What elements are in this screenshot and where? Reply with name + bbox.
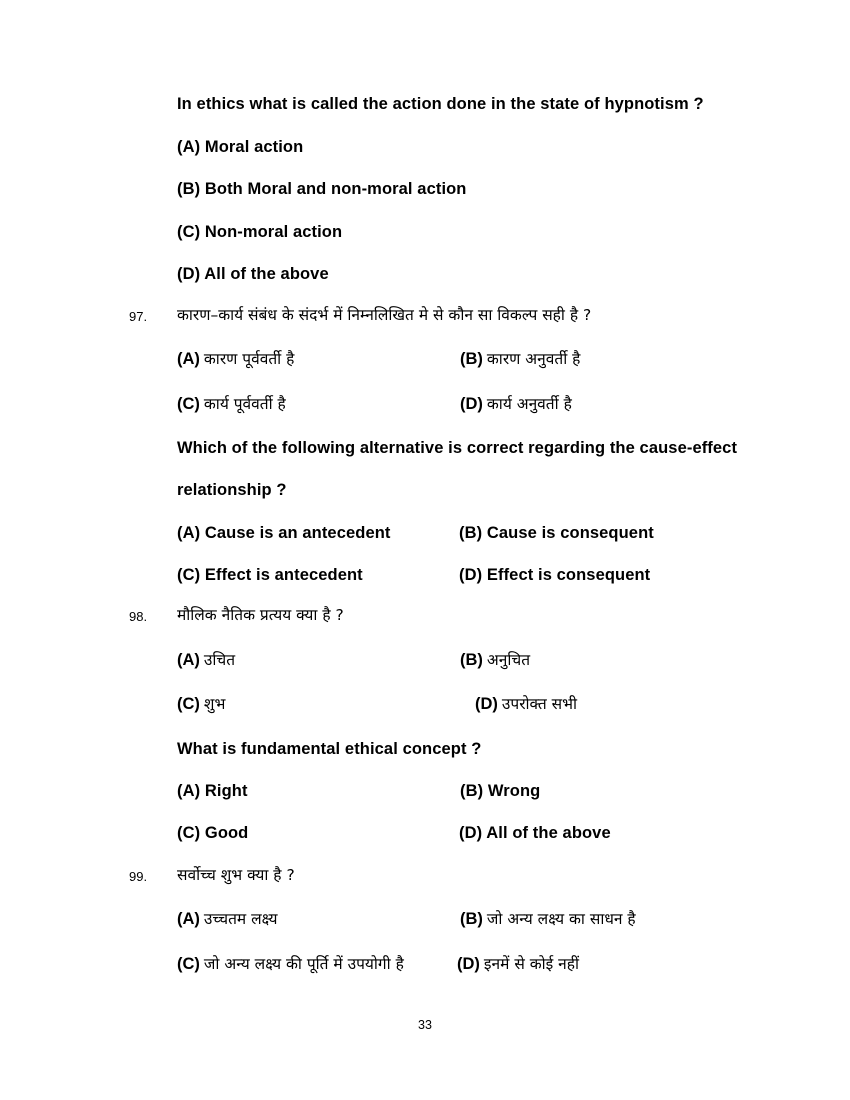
q97-question-hi: कारण–कार्य संबंध के संदर्भ में निम्नलिखित मे से कौन सा विकल्प सही है ? (177, 306, 592, 324)
option-label: (D) (475, 695, 498, 713)
q98-option-a-hi (177, 649, 235, 671)
q99-option-c-hi (177, 953, 404, 975)
option-label: (B) (460, 910, 483, 928)
option-label: (B) (460, 350, 483, 368)
q96-option-c-en: (C) Non-moral action (177, 223, 343, 241)
q98-option-a-en: (A) Right (177, 782, 248, 800)
q99-number: 99. (129, 869, 148, 884)
q98-option-b-hi (460, 649, 530, 671)
option-text: इनमें से कोई नहीं (483, 955, 580, 973)
q96-option-b-en: (B) Both Moral and non-moral action (177, 180, 467, 198)
q96-question-en: In ethics what is called the action done in the state of hypnotism ? (177, 95, 704, 113)
q96-option-d-en: (D) All of the above (177, 265, 329, 283)
q96-option-a-en: (A) Moral action (177, 138, 304, 156)
option-text: कारण अनुवर्ती है (486, 350, 581, 368)
q99-option-b-hi (460, 908, 636, 930)
q97-question-en-line1: Which of the following alternative is correct regarding the cause-effect (177, 439, 738, 457)
option-text: उचित (203, 651, 236, 669)
option-label: (B) (460, 651, 483, 669)
q98-option-c-en: (C) Good (177, 824, 249, 842)
q97-option-d-en: (D) Effect is consequent (459, 566, 651, 584)
option-label: (A) (177, 350, 200, 368)
q98-option-d-en: (D) All of the above (459, 824, 611, 842)
q97-number: 97. (129, 309, 148, 324)
q99-option-a-hi (177, 908, 278, 930)
q97-option-b-en: (B) Cause is consequent (459, 524, 654, 542)
option-text: उपरोक्त सभी (501, 695, 578, 713)
q99-option-d-hi (457, 953, 579, 975)
q97-question-en-line2: relationship ? (177, 481, 287, 499)
q98-option-b-en: (B) Wrong (460, 782, 541, 800)
q98-option-d-hi (475, 693, 577, 715)
q97-option-d-hi (460, 393, 572, 415)
option-text: शुभ (203, 695, 226, 713)
q99-question-hi: सर्वोच्च शुभ क्या है ? (177, 866, 295, 884)
q97-option-c-hi (177, 393, 286, 415)
option-label: (D) (457, 955, 480, 973)
option-label: (C) (177, 955, 200, 973)
option-text: कार्य पूर्ववर्ती है (203, 395, 286, 413)
option-text: उच्चतम लक्ष्य (203, 910, 278, 928)
option-text: अनुचित (486, 651, 531, 669)
q98-option-c-hi (177, 693, 225, 715)
q97-option-a-en: (A) Cause is an antecedent (177, 524, 391, 542)
option-text: कारण पूर्ववर्ती है (203, 350, 295, 368)
page-number: 33 (418, 1018, 432, 1032)
q97-option-b-hi (460, 348, 580, 370)
option-label: (C) (177, 395, 200, 413)
q98-question-hi: मौलिक नैतिक प्रत्यय क्या है ? (177, 606, 344, 624)
option-text: जो अन्य लक्ष्य का साधन है (486, 910, 636, 928)
q97-option-c-en: (C) Effect is antecedent (177, 566, 363, 584)
option-label: (C) (177, 695, 200, 713)
q98-question-en: What is fundamental ethical concept ? (177, 740, 482, 758)
q97-option-a-hi (177, 348, 294, 370)
option-text: कार्य अनुवर्ती है (486, 395, 572, 413)
option-label: (A) (177, 910, 200, 928)
option-label: (A) (177, 651, 200, 669)
q98-number: 98. (129, 609, 148, 624)
option-label: (D) (460, 395, 483, 413)
option-text: जो अन्य लक्ष्य की पूर्ति में उपयोगी है (203, 955, 404, 973)
